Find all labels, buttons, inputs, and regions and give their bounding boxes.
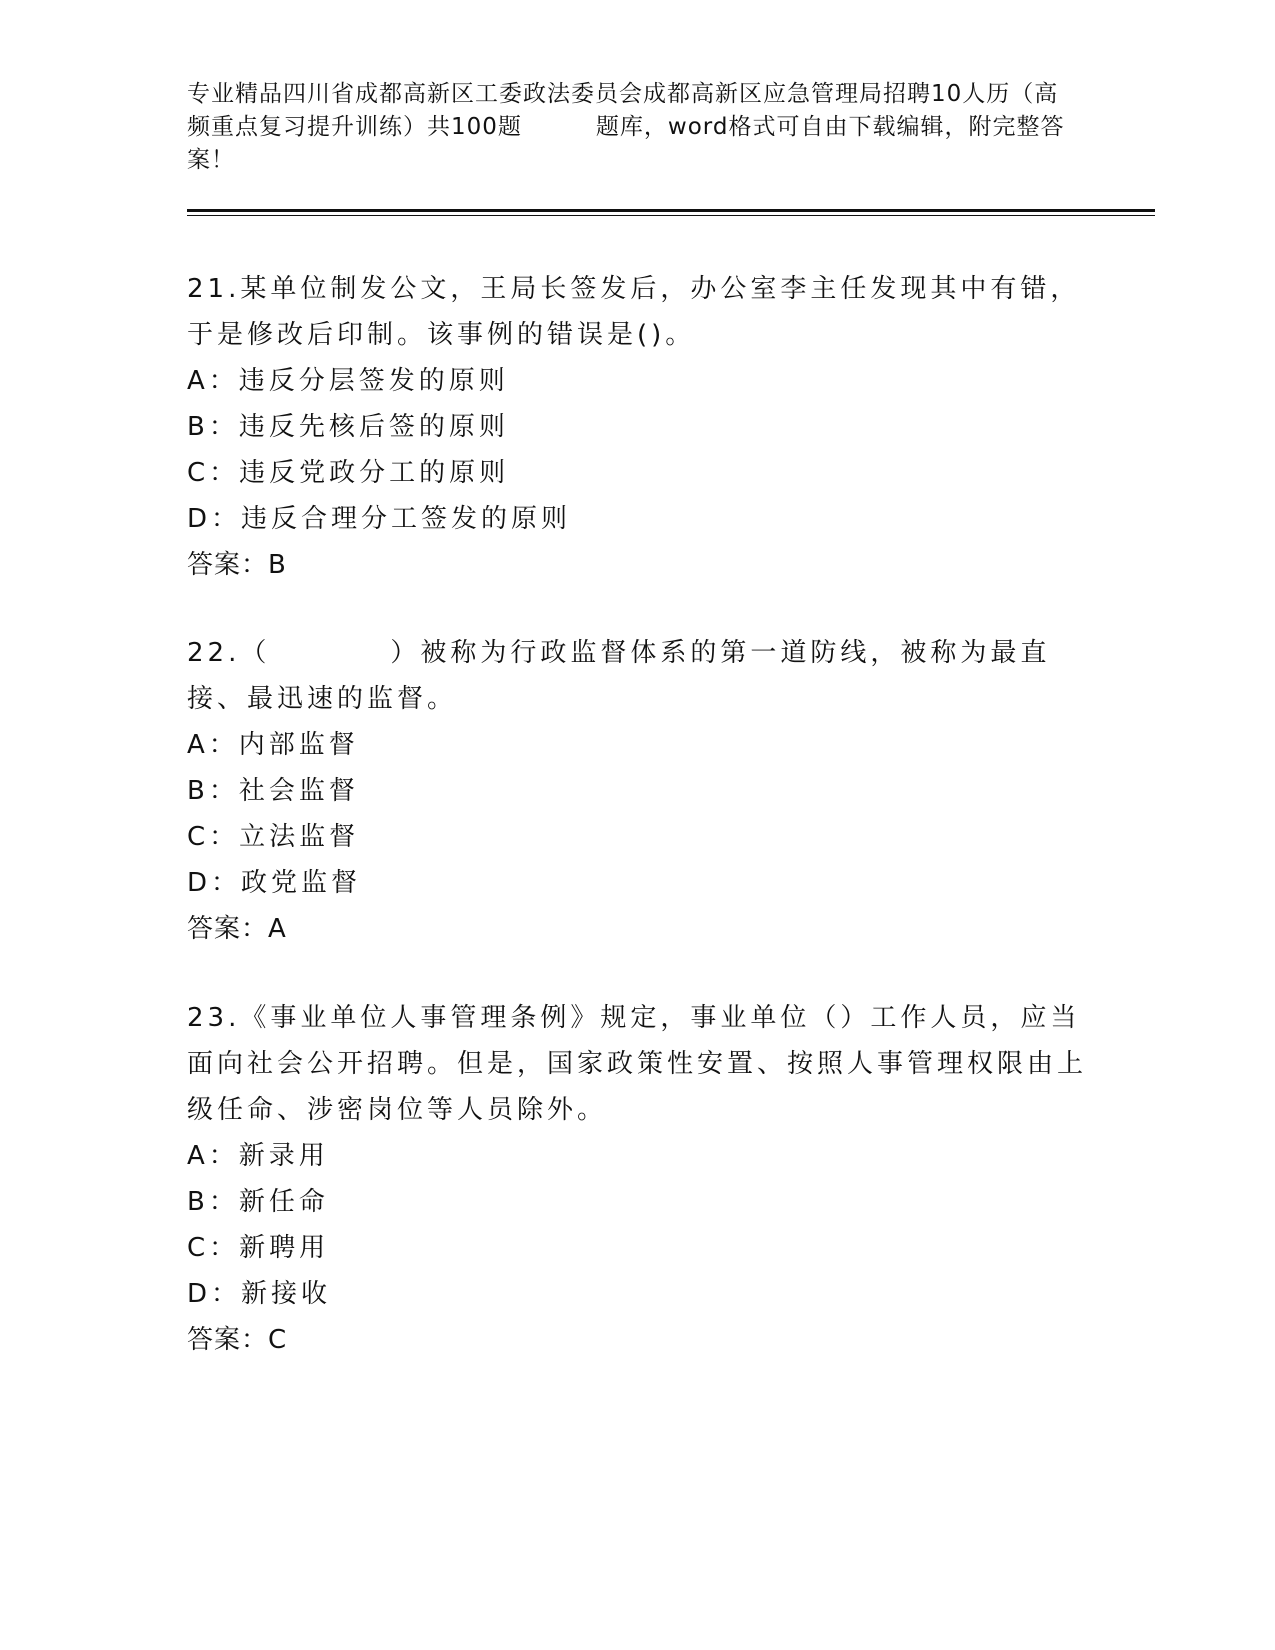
question-stem-after-blank: ）被称为行政监督体系的第一道防线，被称为最直接、最迅速的监督。: [187, 638, 1051, 714]
question-stem: 23.《事业单位人事管理条例》规定，事业单位（）工作人员，应当面向社会公开招聘。但是，国家政策性安置、按照人事管理权限由上级任命、涉密岗位等人员除外。: [187, 1003, 1088, 1125]
option-a: A：新录用: [187, 1141, 329, 1171]
option-b: B：社会监督: [187, 776, 359, 806]
header-divider-thick: [187, 209, 1155, 212]
question-23: [187, 995, 1087, 1363]
question-21: [187, 266, 1087, 588]
option-d: D：新接收: [187, 1279, 332, 1309]
option-a: A：违反分层签发的原则: [187, 366, 509, 396]
answer-line: 答案：C: [187, 1325, 288, 1355]
answer-line: 答案：B: [187, 550, 287, 580]
option-d: D：违反合理分工签发的原则: [187, 504, 572, 534]
answer-line: 答案：A: [187, 914, 287, 944]
option-a: A：内部监督: [187, 730, 359, 760]
question-stem: [187, 630, 1087, 722]
document-header: [187, 78, 1067, 177]
header-divider-thin: [187, 215, 1155, 216]
option-d: D：政党监督: [187, 868, 362, 898]
question-stem-before-blank: 22.（: [187, 638, 271, 668]
header-title-part1: 专业精品四川省成都高新区工委政法委员会成都高新区应急管理局招聘10人历（高频重点复习提升训练）共100题: [187, 81, 1059, 140]
question-stem: 21.某单位制发公文，王局长签发后，办公室李主任发现其中有错，于是修改后印制。该事例的错误是()。: [187, 274, 1081, 350]
question-22: [187, 630, 1087, 952]
option-b: B：违反先核后签的原则: [187, 412, 509, 442]
option-c: C：新聘用: [187, 1233, 330, 1263]
header-title-part2: 题库，word格式可自由下载编辑，附完整答案！: [187, 114, 1065, 173]
option-c: C：违反党政分工的原则: [187, 458, 510, 488]
option-c: C：立法监督: [187, 822, 360, 852]
option-b: B：新任命: [187, 1187, 329, 1217]
